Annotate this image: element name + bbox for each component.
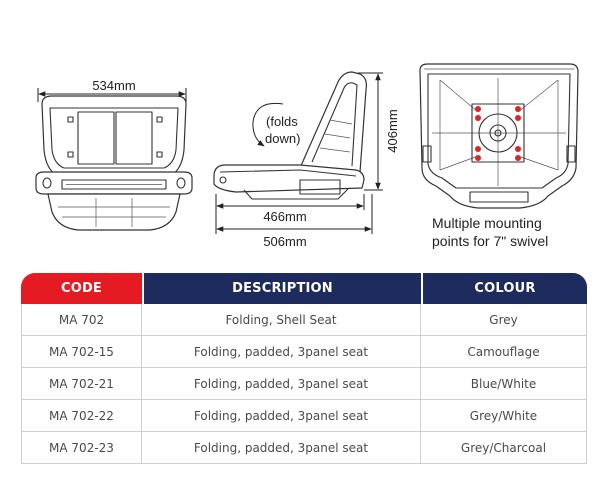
seat-pan-profile (214, 165, 364, 192)
colour-cell: Blue/White (421, 368, 587, 400)
code-cell: MA 702 (21, 304, 142, 336)
description-cell: Folding, Shell Seat (142, 304, 421, 336)
header-description: DESCRIPTION (142, 273, 421, 304)
table-row (21, 400, 587, 432)
product-table (21, 273, 587, 464)
fold-label-line2: down) (265, 131, 301, 146)
description-cell: Folding, padded, 3panel seat (142, 368, 421, 400)
description-cell: Folding, padded, 3panel seat (142, 400, 421, 432)
mounting-point (475, 106, 481, 112)
header-code: CODE (21, 273, 142, 304)
table-row (21, 432, 587, 464)
width-dimension-label: 534mm (92, 78, 136, 93)
colour-cell: Grey/Charcoal (421, 432, 587, 464)
seat-depth-label: 466mm (263, 209, 307, 224)
mounting-caption-line2: points for 7" swivel (432, 233, 549, 249)
bottom-view-drawing (420, 64, 578, 249)
mounting-point (475, 155, 481, 161)
table-row (21, 368, 587, 400)
mounting-point (515, 106, 521, 112)
code-cell: MA 702-23 (21, 432, 142, 464)
colour-cell: Grey (421, 304, 587, 336)
mounting-point (475, 146, 481, 152)
description-cell: Folding, padded, 3panel seat (142, 336, 421, 368)
code-cell: MA 702-15 (21, 336, 142, 368)
table-row (21, 304, 587, 336)
mounting-caption-line1: Multiple mounting (432, 215, 542, 231)
seat-base-band (36, 172, 192, 194)
seat-lower-base (48, 194, 180, 230)
code-cell: MA 702-22 (21, 400, 142, 432)
front-view-drawing (36, 78, 192, 230)
table-header-row (21, 273, 587, 304)
code-cell: MA 702-21 (21, 368, 142, 400)
overall-depth-label: 506mm (263, 234, 307, 249)
height-dimension-label: 406mm (385, 109, 400, 153)
colour-cell: Grey/White (421, 400, 587, 432)
mounting-point (475, 115, 481, 121)
table-row (21, 336, 587, 368)
mounting-point (515, 155, 521, 161)
header-colour: COLOUR (421, 273, 587, 304)
mounting-point (515, 115, 521, 121)
description-cell: Folding, padded, 3panel seat (142, 432, 421, 464)
colour-cell: Camouflage (421, 336, 587, 368)
side-view-drawing (214, 72, 400, 249)
mounting-point (515, 146, 521, 152)
fold-label-line1: (folds (266, 114, 298, 129)
seat-depth-dimension (216, 194, 364, 234)
